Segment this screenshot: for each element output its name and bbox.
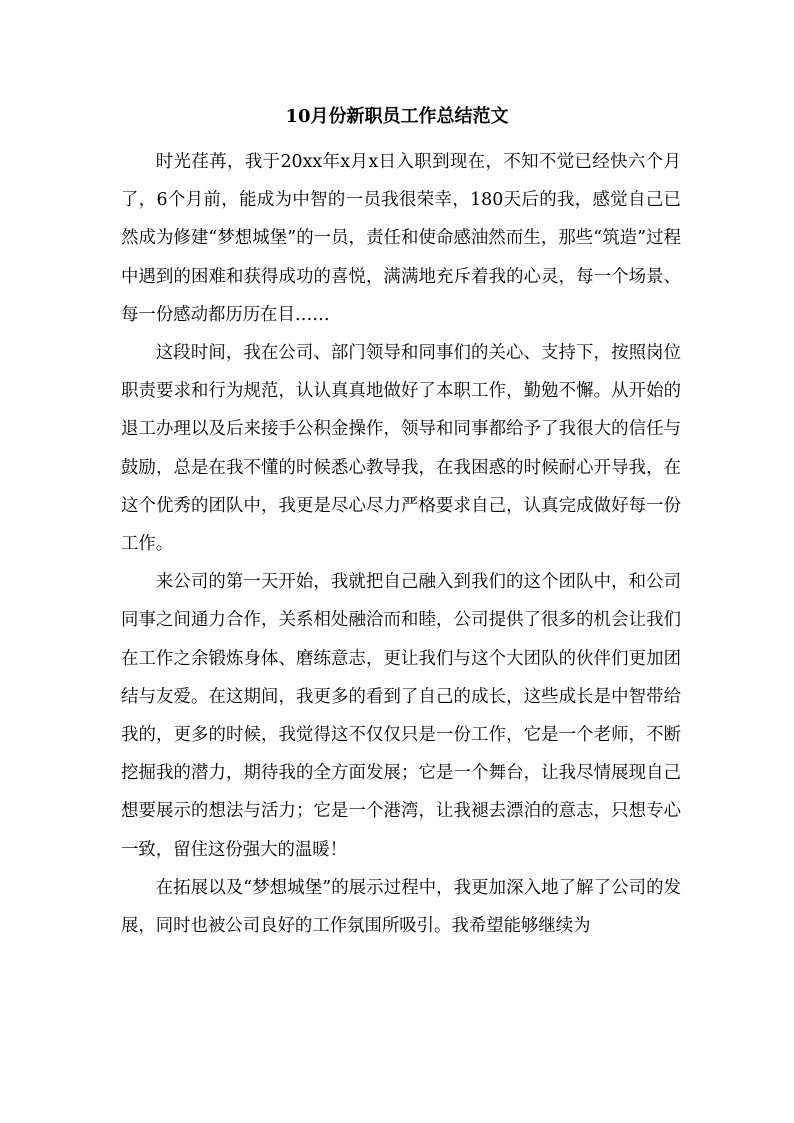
paragraph: 在拓展以及“梦想城堡”的展示过程中，我更加深入地了解了公司的发展，同时也被公司良好的工作氛围所吸引。我希望能够继续为	[121, 877, 681, 937]
paragraph: 这段时间，我在公司、部门领导和同事们的关心、支持下，按照岗位职责要求和行为规范，认认真真地做好了本职工作，勤勉不懈。从开始的退工办理以及后来接手公积金操作，领导和同事都给予了我很大的信任与鼓励，总是在我不懂的时候悉心教导我，在我困惑的时候耐心开导我，在这个优秀的团队中，我更是尽心尽力严格要求自己，认真完成做好每一份工作。	[121, 343, 681, 555]
paragraph: 时光荏苒，我于20xx年x月x日入职到现在，不知不觉已经快六个月了，6个月前，能成为中智的一员我很荣幸，180天后的我，感觉自己已然成为修建“梦想城堡”的一员，责任和使命感油然而生，那些“筑造”过程中遇到的困难和获得成功的喜悦，满满地充斥着我的心灵，每一个场景、每一份感动都历历在目……	[121, 152, 681, 325]
document-body	[121, 143, 681, 945]
document-title: 10月份新职员工作总结范文	[285, 106, 509, 127]
paragraph: 来公司的第一天开始，我就把自己融入到我们的这个团队中，和公司同事之间通力合作，关系相处融洽而和睦，公司提供了很多的机会让我们在工作之余锻炼身体、磨练意志，更让我们与这个大团队的伙伴们更加团结与友爱。在这期间，我更多的看到了自己的成长，这些成长是中智带给我的，更多的时候，我觉得这不仅仅只是一份工作，它是一个老师，不断挖掘我的潜力，期待我的全方面发展；它是一个舞台，让我尽情展现自己想要展示的想法与活力；它是一个港湾，让我褪去漂泊的意志，只想专心一致，留住这份强大的温暖！	[121, 572, 681, 860]
